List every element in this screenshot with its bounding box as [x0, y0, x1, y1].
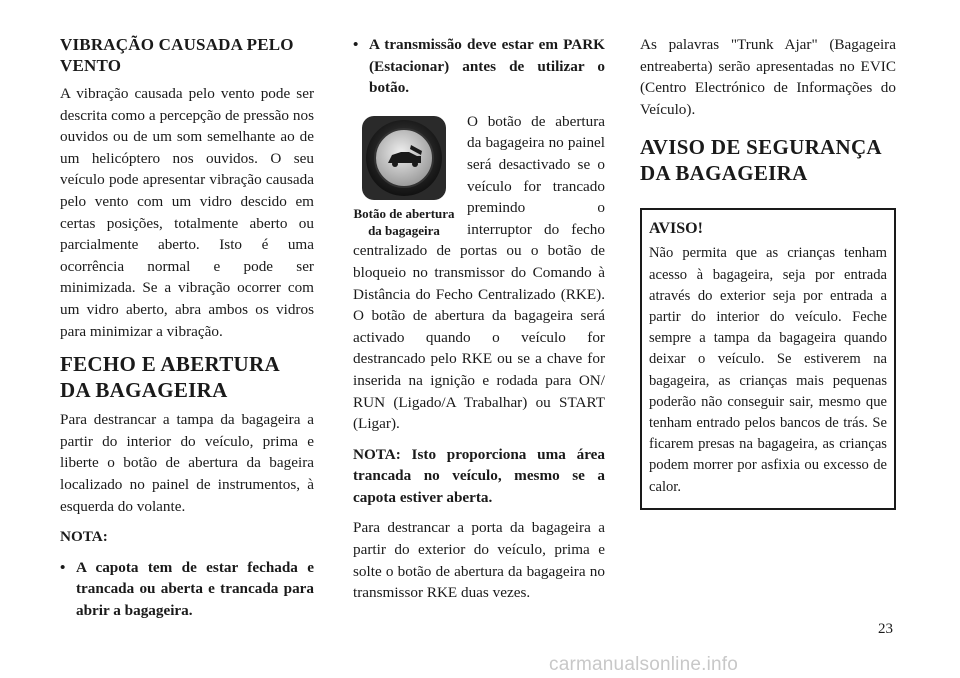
column-left	[60, 34, 314, 621]
paragraph-trunk-unlock-interior: Para destrancar a tampa da bagageira a partir do interior do veículo, prima e liberte o botão de abertura da bageira localizado no painel de instrumentos, à esquerda do volante.	[60, 411, 314, 515]
note-bullet-top-closed: • A capota tem de estar fechada e trancada ou aberta e trancada para abrir a bagageira.	[60, 557, 314, 622]
page-number: 23	[878, 621, 893, 637]
warning-title: AVISO!	[649, 220, 703, 238]
warning-text: Não permita que as crianças tenham acesso à bagageira, seja por entrada através do exterior seja por entrada a partir do interior do veículo. Feche sempre a tampa da bagageira quando deixar o veículo. Se estiverem na bagageira, as crianças mais pequenas poderão não conseguir sair, mesmo que tenham entrado pelos bancos de trás. Se ficarem presas na bagageira, as crianças podem morrer por asfixia ou excesso de calor.	[649, 245, 887, 495]
section-heading-wind-buffeting: VIBRAÇÃO CAUSADA PELO VENTO	[60, 35, 294, 75]
watermark: carmanualsonline.info	[549, 654, 739, 675]
section-heading-trunk-safety: AVISO DE SEGURANÇA DA BAGAGEIRA	[640, 135, 881, 186]
column-right	[640, 34, 896, 510]
warning-box	[640, 208, 896, 509]
section-heading-trunk-lock: FECHO E ABERTURA DA BAGAGEIRA	[60, 352, 279, 403]
paragraph-trunk-unlock-exterior: Para destrancar a porta da bagageira a partir do exterior do veículo, prima e solte o botão de abertura da bagageira no transmissor RKE duas vezes.	[353, 519, 605, 602]
paragraph-wind-buffeting: A vibração causada pelo vento pode ser descrita como a percepção de pressão nos ouvidos ou de um som semelhante ao de um helicóptero nos ouvidos. O seu veículo pode apresentar vibração causada pelo vento com um vidro descido em certas posições, totalmente aberto ou parcialmente aberto. Isto é uma ocorrência normal e pode ser minimizada. Se a vibração ocorrer com um vidro aberto, abra ambos os vidros para minimizar a vibração.	[60, 85, 314, 340]
column-middle	[353, 34, 605, 604]
paragraph-trunk-ajar: As palavras "Trunk Ajar" (Bagageira entreaberta) serão apresentadas no EVIC (Centro Electrónico de Informações do Veículo).	[640, 36, 896, 118]
note-label: NOTA:	[60, 528, 108, 546]
note-list-continued	[353, 34, 605, 99]
figure-caption: Botão de abertura da bagageira	[353, 205, 455, 238]
note-locked-area: NOTA: Isto proporciona uma área trancada no veículo, mesmo se a capota estiver aberta.	[353, 445, 605, 506]
note-list	[60, 557, 314, 622]
trunk-release-figure	[353, 115, 455, 239]
trunk-release-button-icon	[361, 115, 447, 201]
paragraph-trunk-button-disabled: O botão de abertura da bagageira no painel será desactivado se o veículo for trancado premindo o interruptor do fecho centralizado de portas ou o botão de bloqueio no transmissor do Comando à Distância do Fecho Centralizado (RKE). O botão de abertura da bagageira será activado quando o veículo for destrancado pelo RKE ou se a chave for inserida na ignição e rodada para ON/ RUN (Ligado/A Trabalhar) ou START (Ligar).	[353, 112, 605, 433]
note-bullet-park: • A transmissão deve estar em PARK (Estacionar) antes de utilizar o botão.	[353, 34, 605, 99]
